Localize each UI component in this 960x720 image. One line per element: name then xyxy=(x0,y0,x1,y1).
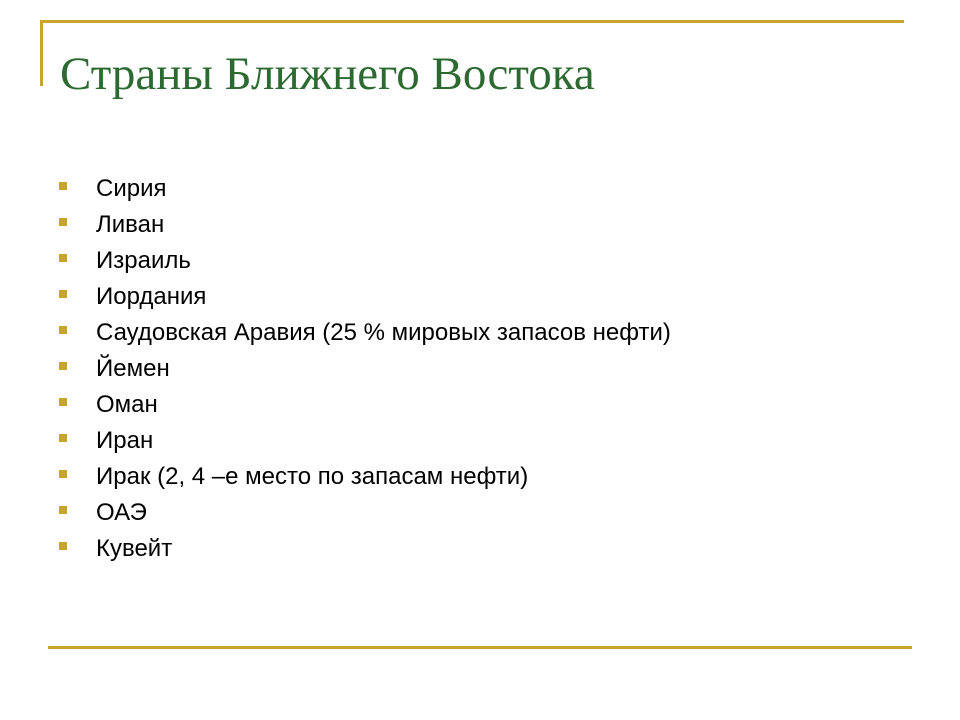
square-bullet-icon xyxy=(59,254,67,262)
list-item-text: Оман xyxy=(96,391,158,418)
bullet-list xyxy=(58,171,671,567)
square-bullet-icon xyxy=(59,434,67,442)
square-bullet-icon xyxy=(59,506,67,514)
list-item-text: Ирак (2, 4 –е место по запасам нефти) xyxy=(96,463,529,490)
list-item xyxy=(58,495,671,531)
list-item xyxy=(58,531,671,567)
list-item-text: Йемен xyxy=(96,355,170,382)
list-item xyxy=(58,207,671,243)
square-bullet-icon xyxy=(59,218,67,226)
list-item-text: Израиль xyxy=(96,247,191,274)
list-item xyxy=(58,315,671,351)
slide-title: Страны Ближнего Востока xyxy=(60,48,595,100)
left-divider-line xyxy=(40,20,43,86)
list-item-text: Ливан xyxy=(96,211,165,238)
list-item-text: Иордания xyxy=(96,283,207,310)
list-item-text: Иран xyxy=(96,427,154,454)
bottom-divider-line xyxy=(48,646,912,649)
square-bullet-icon xyxy=(59,182,67,190)
square-bullet-icon xyxy=(59,470,67,478)
list-item xyxy=(58,171,671,207)
square-bullet-icon xyxy=(59,362,67,370)
square-bullet-icon xyxy=(59,326,67,334)
list-item-text: Кувейт xyxy=(96,535,173,562)
list-item xyxy=(58,423,671,459)
list-item-text: Саудовская Аравия (25 % мировых запасов нефти) xyxy=(96,319,671,346)
list-item-text: Сирия xyxy=(96,175,167,202)
list-item xyxy=(58,459,671,495)
list-item xyxy=(58,387,671,423)
list-item xyxy=(58,279,671,315)
list-item xyxy=(58,243,671,279)
square-bullet-icon xyxy=(59,542,67,550)
list-item xyxy=(58,351,671,387)
list-item-text: ОАЭ xyxy=(96,499,147,526)
top-divider-line xyxy=(40,20,904,23)
square-bullet-icon xyxy=(59,290,67,298)
square-bullet-icon xyxy=(59,398,67,406)
